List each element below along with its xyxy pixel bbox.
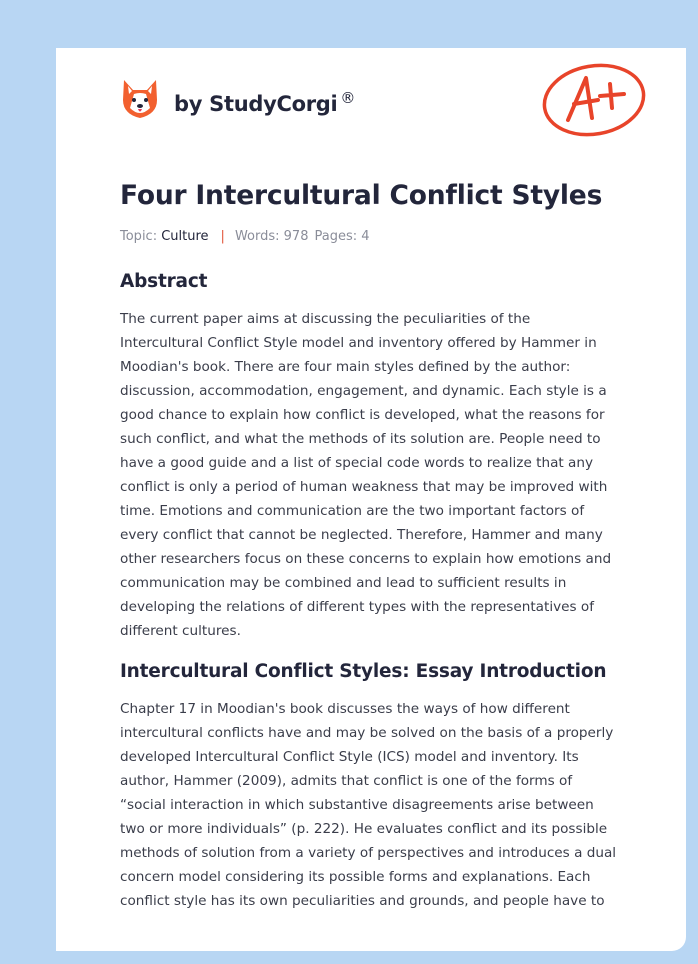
paragraph-line: methods of solution from a variety of perspectives and introduces a dual (120, 845, 617, 861)
page-title: Four Intercultural Conflict Styles (120, 180, 603, 211)
section-heading-introduction: Intercultural Conflict Styles: Essay Introduction (120, 661, 607, 682)
paragraph-line: conflict is only a period of human weakness that may be improved with (120, 479, 608, 495)
topic-label: Topic: (120, 229, 158, 244)
corgi-icon (120, 78, 160, 120)
paragraph-line: communication may be combined and lead to sufficient results in (120, 575, 567, 591)
paragraph-line: developed Intercultural Conflict Style (ICS) model and inventory. Its (120, 749, 579, 765)
paragraph-line: Moodian's book. There are four main styles defined by the author: (120, 359, 571, 375)
pages-count: 4 (361, 229, 370, 244)
paragraph-line: other researchers focus on these concerns to explain how emotions and (120, 551, 612, 567)
paragraph-line: good chance to explain how conflict is developed, what the reasons for (120, 407, 605, 423)
paragraph-line: Intercultural Conflict Style model and inventory offered by Hammer in (120, 335, 597, 351)
meta-separator: | (220, 229, 225, 244)
paragraph-line: two or more individuals” (p. 222). He evaluates conflict and its possible (120, 821, 608, 837)
paragraph-line: conflict style has its own peculiarities and grounds, and people have to (120, 893, 605, 909)
paragraph-line: such conflict, and what the methods of its solution are. People need to (120, 431, 601, 447)
words-count: 978 (283, 229, 309, 244)
paragraph-line: intercultural conflicts have and may be solved on the basis of a properly (120, 725, 614, 741)
paragraph-line: discussion, accommodation, engagement, and dynamic. Each style is a (120, 383, 607, 399)
words-label: Words: (234, 229, 280, 244)
paragraph-line: author, Hammer (2009), admits that conflict is one of the forms of (120, 773, 573, 789)
paragraph-line: every conflict that cannot be neglected. Therefore, Hammer and many (120, 527, 603, 543)
brand-name: by StudyCorgi ® (174, 88, 356, 116)
paragraph-line: Chapter 17 in Moodian's book discusses the ways of how different (120, 701, 570, 717)
registered-mark: ® (340, 88, 356, 107)
a-plus-grade-badge (538, 58, 650, 142)
paragraph-line: concern model considering its possible forms and explanations. Each (120, 869, 591, 885)
topic-link[interactable]: Culture (161, 229, 209, 244)
paragraph-line: time. Emotions and communication are the two important factors of (120, 503, 585, 519)
paragraph-line: different cultures. (120, 623, 241, 639)
paragraph-line: “social interaction in which substantive disagreements arise between (120, 797, 594, 813)
paragraph-line: have a good guide and a list of special code words to realize that any (120, 455, 594, 471)
abstract-paragraph (120, 307, 640, 643)
essay-meta (120, 229, 370, 244)
section-heading-abstract: Abstract (120, 271, 208, 292)
pages-label: Pages: (314, 229, 358, 244)
paragraph-line: developing the relations of different types with the representatives of (120, 599, 595, 615)
document-page (56, 48, 686, 951)
introduction-paragraph (120, 697, 640, 913)
studycorgi-logo[interactable] (120, 78, 355, 120)
paragraph-line: The current paper aims at discussing the peculiarities of the (120, 311, 531, 327)
